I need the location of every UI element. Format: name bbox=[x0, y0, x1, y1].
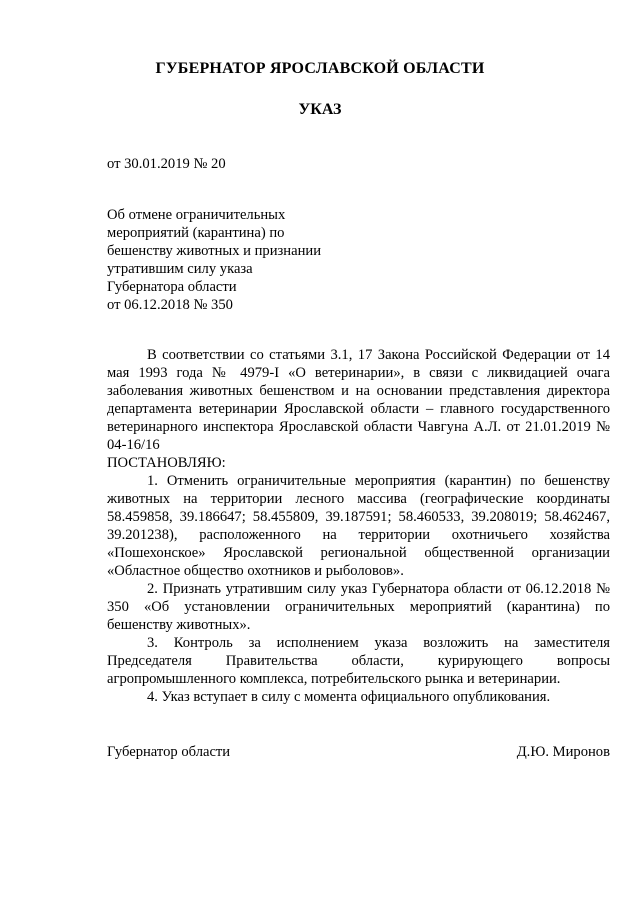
document-type: УКАЗ bbox=[298, 101, 342, 118]
document-date: от 30.01.2019 № 20 bbox=[107, 156, 226, 172]
document-body bbox=[107, 346, 610, 706]
document-authority: ГУБЕРНАТОР ЯРОСЛАВСКОЙ ОБЛАСТИ bbox=[155, 60, 485, 77]
subject-line: мероприятий (карантина) по bbox=[107, 225, 285, 241]
decree-item-4: 4. Указ вступает в силу с момента официального опубликования. bbox=[147, 689, 551, 705]
subject-line: Об отмене ограничительных bbox=[107, 207, 286, 223]
subject-line: бешенству животных и признании bbox=[107, 243, 322, 259]
document-subject bbox=[107, 206, 377, 314]
preamble-paragraph: В соответствии со статьями 3.1, 17 Закона Российской Федерации от 14 мая 1993 года № 4979-I «О ветеринарии», в связи с ликвидацией очага заболевания животных бешенством и на основании представления директора департамента ветеринарии Ярославской области – главного государственного ветеринарного инспектора Ярославской области Чавгуна А.Л. от 21.01.2019 № 04-16/16 bbox=[107, 347, 610, 453]
decree-item-2: 2. Признать утратившим силу указ Губернатора области от 06.12.2018 № 350 «Об установлении ограничительных мероприятий (карантина) по бешенству животных». bbox=[107, 581, 610, 633]
subject-line: Губернатора области bbox=[107, 279, 237, 295]
subject-line: утратившим силу указа bbox=[107, 261, 253, 277]
decree-item-3: 3. Контроль за исполнением указа возложить на заместителя Председателя Правительства области, курирующего вопросы агропромышленного комплекса, потребительского рынка и ветеринарии. bbox=[107, 635, 610, 687]
decree-word: ПОСТАНОВЛЯЮ: bbox=[107, 455, 226, 471]
subject-line: от 06.12.2018 № 350 bbox=[107, 297, 233, 313]
signature-name: Д.Ю. Миронов bbox=[516, 744, 610, 760]
signature-position: Губернатор области bbox=[107, 744, 231, 760]
decree-item-1: 1. Отменить ограничительные мероприятия (карантин) по бешенству животных на территории лесного массива (географические координаты 58.459858, 39.186647; 58.455809, 39.187591; 58.460533, 39.208019; 58.462467, 39.201238), расположенного на территории охотничьего хозяйства «Пошехонское» Ярославской региональной общественной организации «Областное общество охотников и рыболовов». bbox=[107, 473, 610, 579]
